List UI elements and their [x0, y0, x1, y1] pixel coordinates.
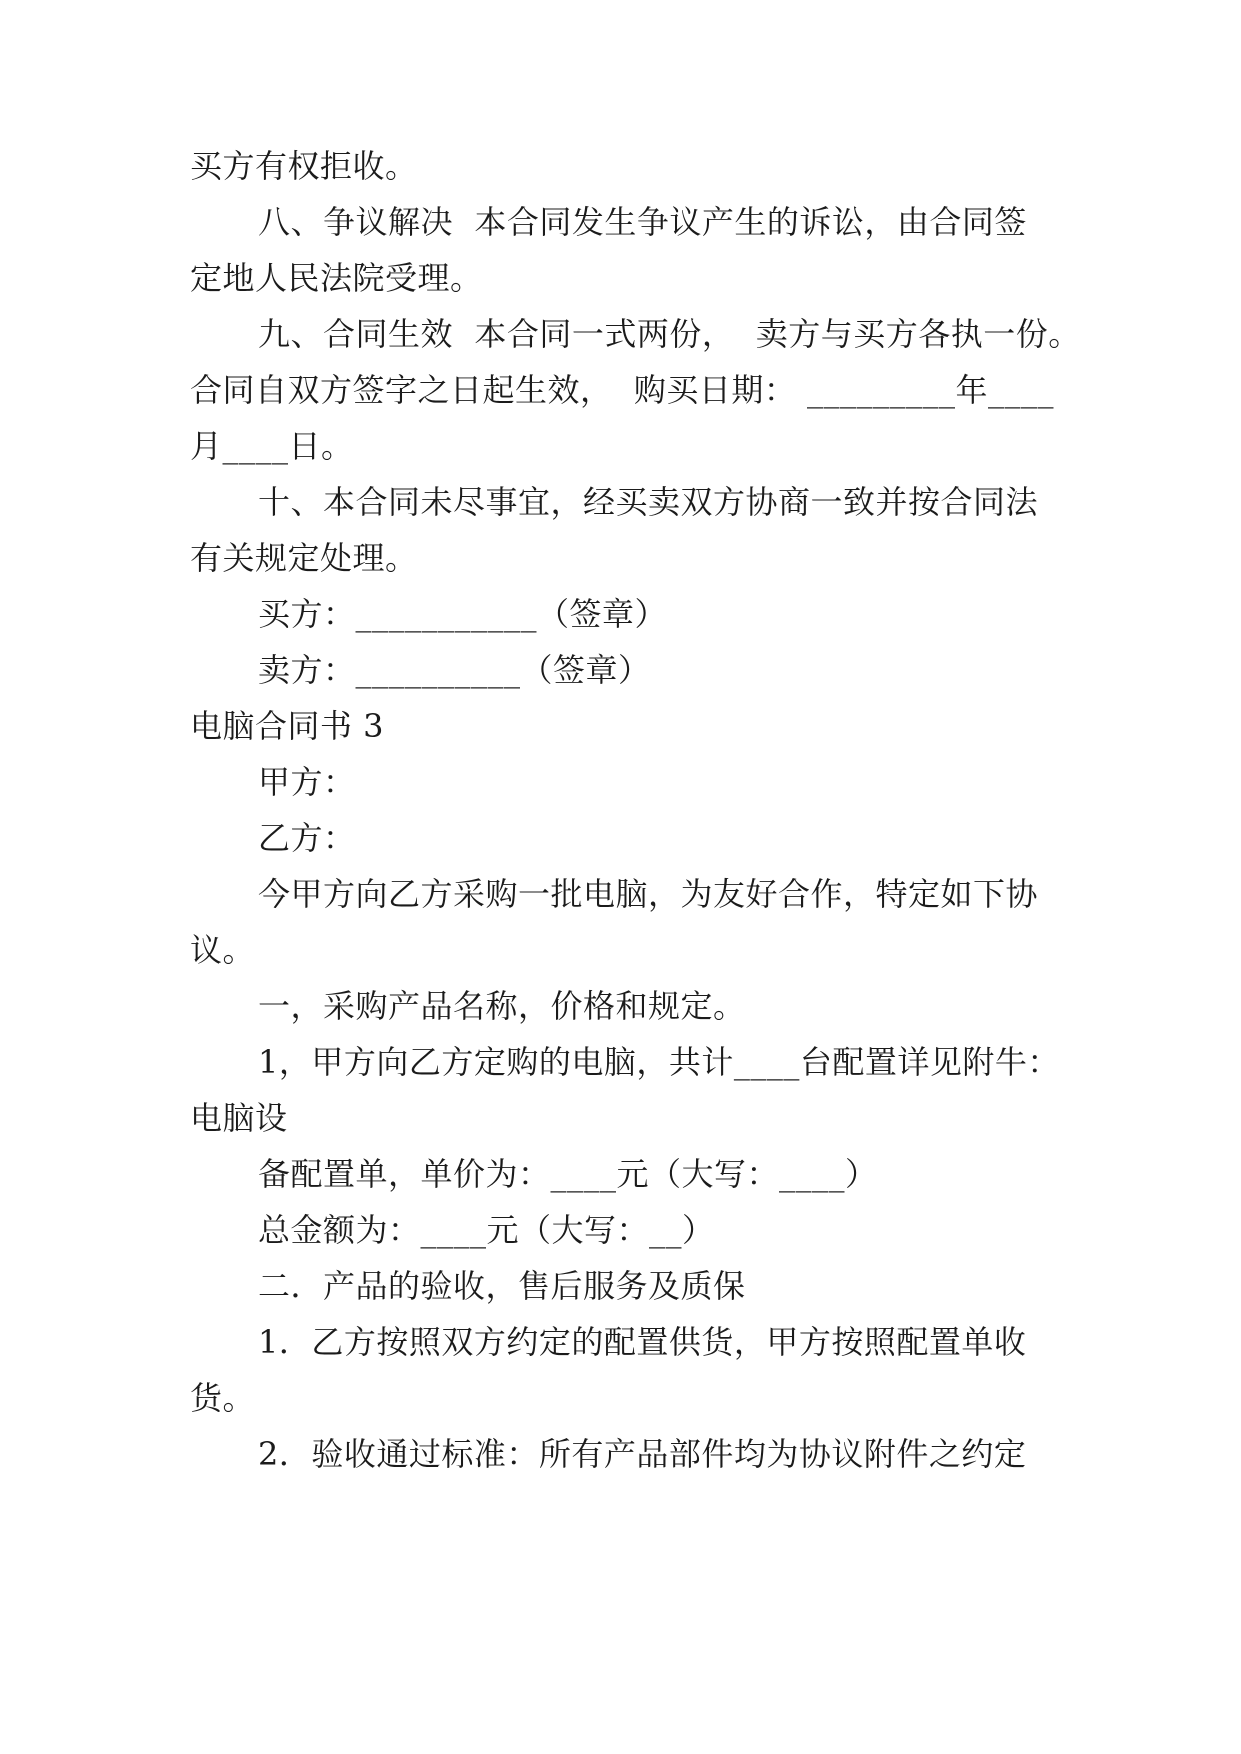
text-line: 八、争议解决 本合同发生争议产生的诉讼，由合同签 — [258, 203, 1027, 241]
text-line: 货。 — [190, 1379, 256, 1417]
seller-signature-line: 卖方：__________（签章） — [258, 651, 651, 689]
clause-heading: 一，采购产品名称，价格和规定。 — [258, 987, 746, 1025]
text-line: 1．乙方按照双方约定的配置供货，甲方按照配置单收 — [258, 1323, 1027, 1361]
text-line: 有关规定处理。 — [190, 539, 418, 577]
text-line: 买方有权拒收。 — [190, 147, 418, 185]
text-line: 九、合同生效 本合同一式两份， 卖方与买方各执一份。 — [258, 315, 1081, 353]
text-line: 电脑设 — [190, 1099, 288, 1137]
text-line: 备配置单，单价为：____元（大写：____） — [258, 1155, 878, 1193]
text-line: 总金额为：____元（大写：__） — [258, 1211, 715, 1249]
buyer-signature-line: 买方：___________（签章） — [258, 595, 668, 633]
section-title: 电脑合同书 3 — [190, 707, 385, 745]
party-b-line: 乙方： — [258, 819, 356, 857]
text-line: 今甲方向乙方采购一批电脑，为友好合作，特定如下协 — [258, 875, 1039, 913]
text-line: 2．验收通过标准：所有产品部件均为协议附件之约定 — [258, 1435, 1027, 1473]
party-a-line: 甲方： — [258, 763, 356, 801]
text-line: 议。 — [190, 931, 256, 969]
text-line: 1，甲方向乙方定购的电脑，共计____台配置详见附牛： — [258, 1043, 1060, 1081]
text-line: 合同自双方签字之日起生效， 购买日期： _________年____ — [190, 371, 1055, 409]
text-line: 月____日。 — [190, 427, 354, 465]
text-line: 十、本合同未尽事宜，经买卖双方协商一致并按合同法 — [258, 483, 1039, 521]
clause-heading: 二．产品的验收，售后服务及质保 — [258, 1267, 746, 1305]
text-line: 定地人民法院受理。 — [190, 259, 483, 297]
